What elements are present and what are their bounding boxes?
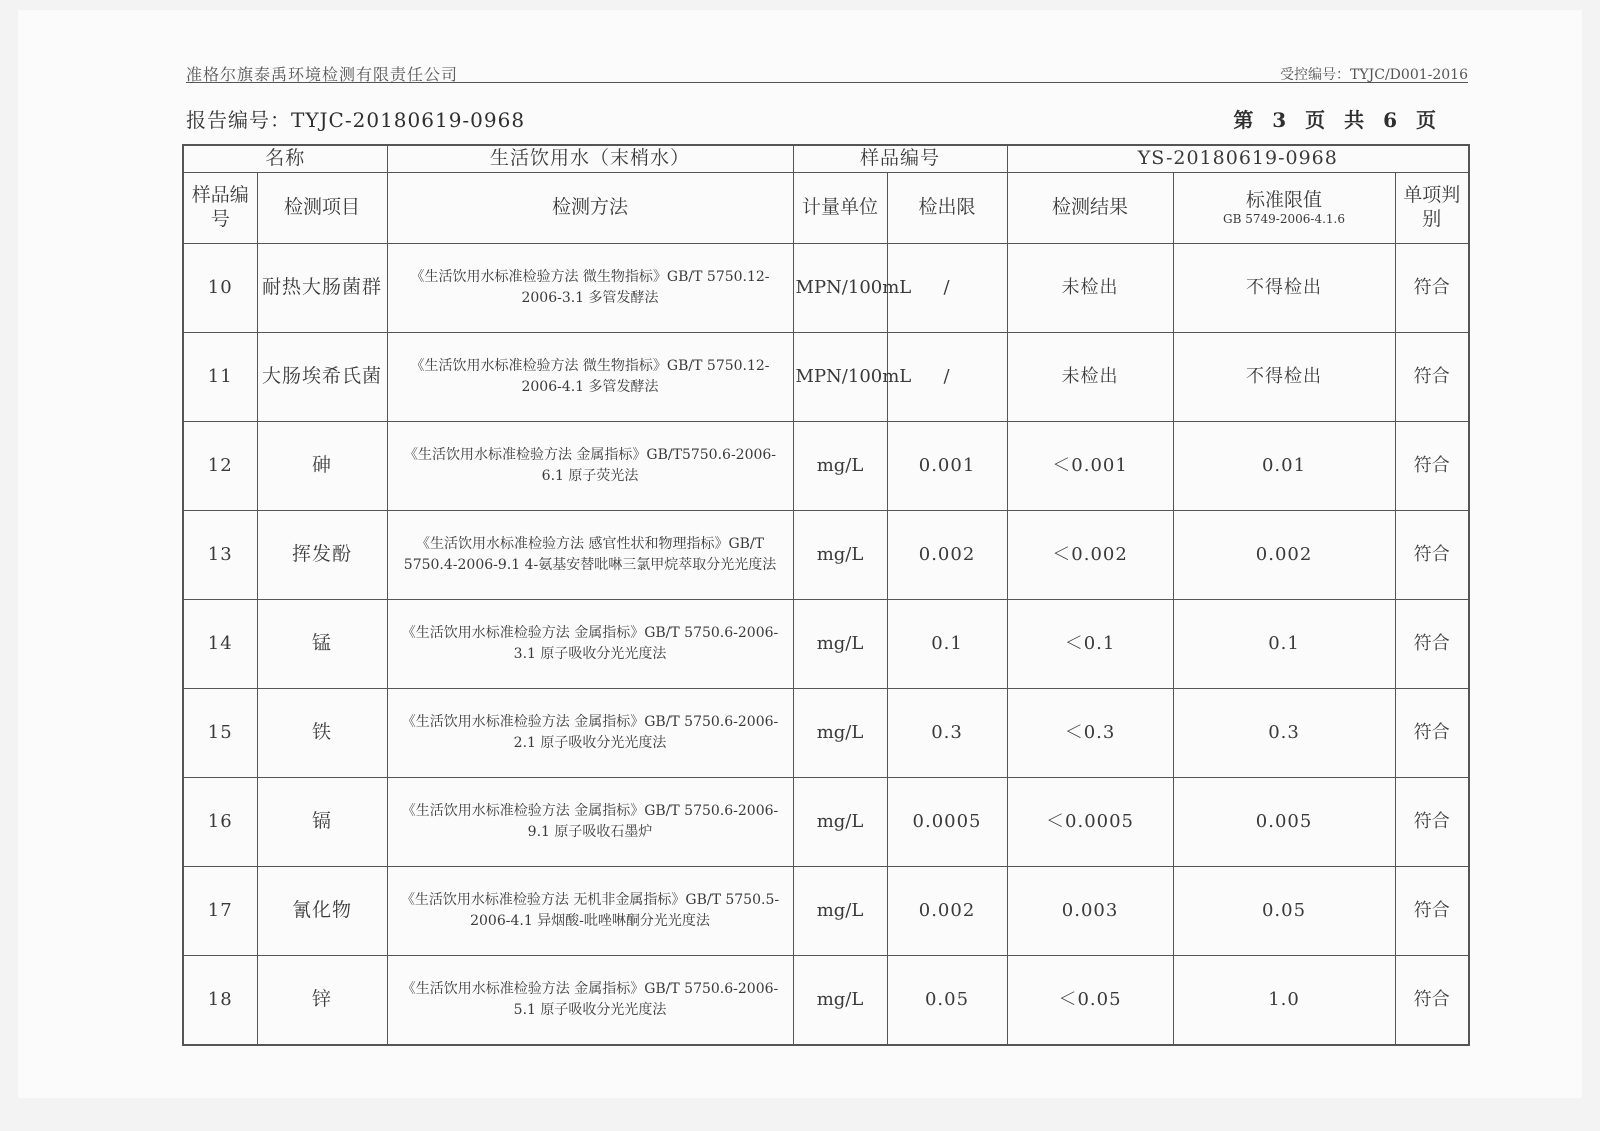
row-result: ＜0.3: [1007, 689, 1173, 778]
row-judgment: 符合: [1395, 511, 1469, 600]
sample-name-row: [183, 145, 1469, 173]
row-judgment: 符合: [1395, 689, 1469, 778]
row-unit: MPN/100mL: [793, 333, 887, 422]
col-unit: 计量单位: [793, 173, 887, 244]
report-number: 报告编号：TYJC-20180619-0968: [186, 108, 526, 132]
row-standard: 0.002: [1173, 511, 1395, 600]
col-method: 检测方法: [387, 173, 793, 244]
col-result: 检测结果: [1007, 173, 1173, 244]
row-standard: 不得检出: [1173, 244, 1395, 333]
row-limit: 0.3: [887, 689, 1007, 778]
row-standard: 1.0: [1173, 956, 1395, 1046]
row-judgment: 符合: [1395, 244, 1469, 333]
row-unit: mg/L: [793, 778, 887, 867]
row-unit: mg/L: [793, 600, 887, 689]
row-standard: 0.05: [1173, 867, 1395, 956]
row-unit: mg/L: [793, 867, 887, 956]
row-standard: 不得检出: [1173, 333, 1395, 422]
row-unit: mg/L: [793, 422, 887, 511]
row-item: 大肠埃希氏菌: [257, 333, 387, 422]
table-row: [183, 867, 1469, 956]
row-result: 未检出: [1007, 333, 1173, 422]
row-unit: MPN/100mL: [793, 244, 887, 333]
row-limit: /: [887, 244, 1007, 333]
row-standard: 0.01: [1173, 422, 1395, 511]
row-sample-no: 18: [183, 956, 257, 1046]
row-result: 未检出: [1007, 244, 1173, 333]
row-item: 锌: [257, 956, 387, 1046]
row-method: 《生活饮用水标准检验方法 无机非金属指标》GB/T 5750.5-2006-4.1 异烟酸-吡唑啉酮分光光度法: [387, 867, 793, 956]
page-indicator: 第 3 页 共 6 页: [1233, 108, 1442, 132]
col-standard-label: 标准限值: [1246, 188, 1323, 211]
row-item: 氰化物: [257, 867, 387, 956]
row-sample-no: 13: [183, 511, 257, 600]
table-row: [183, 689, 1469, 778]
row-sample-no: 17: [183, 867, 257, 956]
row-unit: mg/L: [793, 689, 887, 778]
table-row: [183, 511, 1469, 600]
row-sample-no: 12: [183, 422, 257, 511]
table-row: [183, 600, 1469, 689]
page-header-rule: [186, 62, 1468, 83]
row-limit: 0.05: [887, 956, 1007, 1046]
column-header-row: [183, 173, 1469, 244]
row-judgment: 符合: [1395, 778, 1469, 867]
organization-name: 准格尔旗泰禹环境检测有限责任公司: [186, 65, 459, 84]
row-item: 挥发酚: [257, 511, 387, 600]
row-limit: /: [887, 333, 1007, 422]
table-row: [183, 422, 1469, 511]
row-limit: 0.002: [887, 867, 1007, 956]
row-sample-no: 11: [183, 333, 257, 422]
row-unit: mg/L: [793, 511, 887, 600]
sample-no-value: YS-20180619-0968: [1007, 145, 1469, 173]
row-sample-no: 16: [183, 778, 257, 867]
col-sample-no: 样品编号: [183, 173, 257, 244]
row-item: 耐热大肠菌群: [257, 244, 387, 333]
row-limit: 0.002: [887, 511, 1007, 600]
table-row: [183, 244, 1469, 333]
name-value: 生活饮用水（末梢水）: [387, 145, 793, 173]
row-judgment: 符合: [1395, 956, 1469, 1046]
table-row: [183, 778, 1469, 867]
row-result: ＜0.002: [1007, 511, 1173, 600]
row-limit: 0.0005: [887, 778, 1007, 867]
row-standard: 0.1: [1173, 600, 1395, 689]
row-item: 砷: [257, 422, 387, 511]
row-method: 《生活饮用水标准检验方法 微生物指标》GB/T 5750.12-2006-3.1 多管发酵法: [387, 244, 793, 333]
row-limit: 0.001: [887, 422, 1007, 511]
col-limit: 检出限: [887, 173, 1007, 244]
control-number: 受控编号：TYJC/D001-2016: [1280, 67, 1468, 83]
col-standard: [1173, 173, 1395, 244]
test-results-table: [182, 144, 1470, 1046]
row-judgment: 符合: [1395, 867, 1469, 956]
row-judgment: 符合: [1395, 333, 1469, 422]
col-item: 检测项目: [257, 173, 387, 244]
row-result: ＜0.05: [1007, 956, 1173, 1046]
col-standard-ref: GB 5749-2006-4.1.6: [1223, 212, 1345, 227]
row-judgment: 符合: [1395, 422, 1469, 511]
row-item: 镉: [257, 778, 387, 867]
row-method: 《生活饮用水标准检验方法 感官性状和物理指标》GB/T 5750.4-2006-9.1 4-氨基安替吡啉三氯甲烷萃取分光光度法: [387, 511, 793, 600]
row-method: 《生活饮用水标准检验方法 微生物指标》GB/T 5750.12-2006-4.1 多管发酵法: [387, 333, 793, 422]
table-row: [183, 956, 1469, 1046]
row-result: ＜0.0005: [1007, 778, 1173, 867]
row-item: 铁: [257, 689, 387, 778]
row-result: 0.003: [1007, 867, 1173, 956]
table-row: [183, 333, 1469, 422]
row-method: 《生活饮用水标准检验方法 金属指标》GB/T 5750.6-2006-9.1 原子吸收石墨炉: [387, 778, 793, 867]
report-header: [186, 104, 1442, 134]
row-result: ＜0.1: [1007, 600, 1173, 689]
row-sample-no: 14: [183, 600, 257, 689]
row-method: 《生活饮用水标准检验方法 金属指标》GB/T 5750.6-2006-5.1 原子吸收分光光度法: [387, 956, 793, 1046]
row-item: 锰: [257, 600, 387, 689]
row-unit: mg/L: [793, 956, 887, 1046]
row-method: 《生活饮用水标准检验方法 金属指标》GB/T 5750.6-2006-3.1 原子吸收分光光度法: [387, 600, 793, 689]
row-judgment: 符合: [1395, 600, 1469, 689]
row-standard: 0.3: [1173, 689, 1395, 778]
row-standard: 0.005: [1173, 778, 1395, 867]
row-method: 《生活饮用水标准检验方法 金属指标》GB/T 5750.6-2006-2.1 原子吸收分光光度法: [387, 689, 793, 778]
sample-no-label: 样品编号: [793, 145, 1007, 173]
row-limit: 0.1: [887, 600, 1007, 689]
row-result: ＜0.001: [1007, 422, 1173, 511]
name-label: 名称: [183, 145, 387, 173]
row-sample-no: 15: [183, 689, 257, 778]
row-sample-no: 10: [183, 244, 257, 333]
row-method: 《生活饮用水标准检验方法 金属指标》GB/T5750.6-2006-6.1 原子荧光法: [387, 422, 793, 511]
col-judgment: 单项判别: [1395, 173, 1469, 244]
